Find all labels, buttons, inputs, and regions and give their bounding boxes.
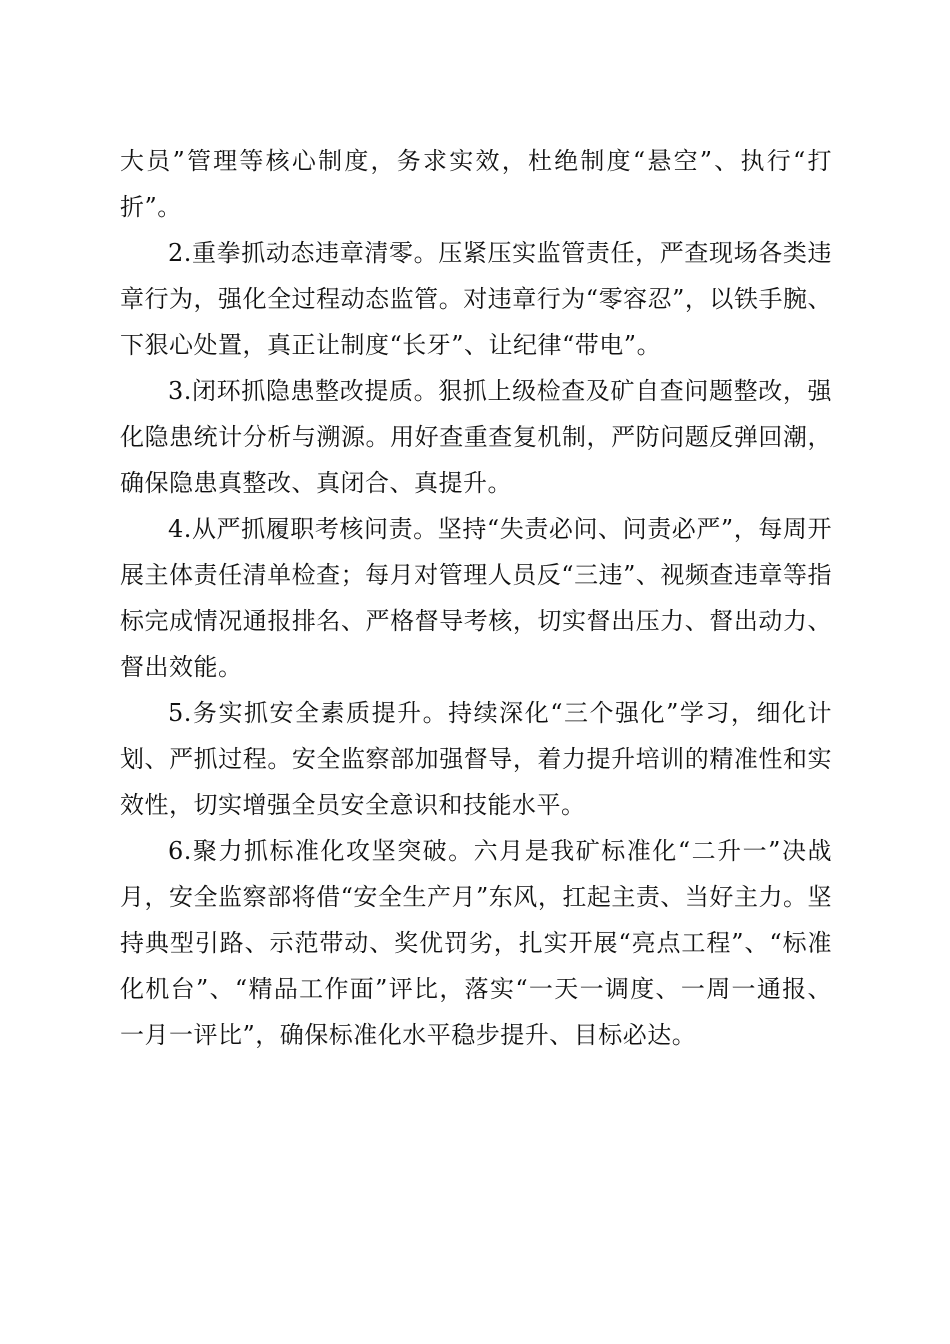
body-text — [120, 138, 832, 1058]
paragraph-item-3: 3.闭环抓隐患整改提质。狠抓上级检查及矿自查问题整改，强化隐患统计分析与溯源。用好查重查复机制，严防问题反弹回潮，确保隐患真整改、真闭合、真提升。 — [120, 377, 832, 497]
paragraph-item-5: 5.务实抓安全素质提升。持续深化“三个强化”学习，细化计划、严抓过程。安全监察部加强督导，着力提升培训的精准性和实效性，切实增强全员安全意识和技能水平。 — [120, 699, 832, 819]
paragraph-item-4: 4.从严抓履职考核问责。坚持“失责必问、问责必严”，每周开展主体责任清单检查；每月对管理人员反“三违”、视频查违章等指标完成情况通报排名、严格督导考核，切实督出压力、督出动力、督出效能。 — [120, 515, 832, 681]
paragraph-item-6: 6.聚力抓标准化攻坚突破。六月是我矿标准化“二升一”决战月，安全监察部将借“安全生产月”东风，扛起主责、当好主力。坚持典型引路、示范带动、奖优罚劣，扎实开展“亮点工程”、“标准化机台”、“精品工作面”评比，落实“一天一调度、一周一通报、一月一评比”，确保标准化水平稳步提升、目标必达。 — [120, 837, 832, 1049]
paragraph-item-2: 2.重拳抓动态违章清零。压紧压实监管责任，严查现场各类违章行为，强化全过程动态监管。对违章行为“零容忍”，以铁手腕、下狠心处置，真正让制度“长牙”、让纪律“带电”。 — [120, 239, 832, 359]
paragraph-continuation: 大员”管理等核心制度，务求实效，杜绝制度“悬空”、执行“打折”。 — [120, 147, 832, 221]
